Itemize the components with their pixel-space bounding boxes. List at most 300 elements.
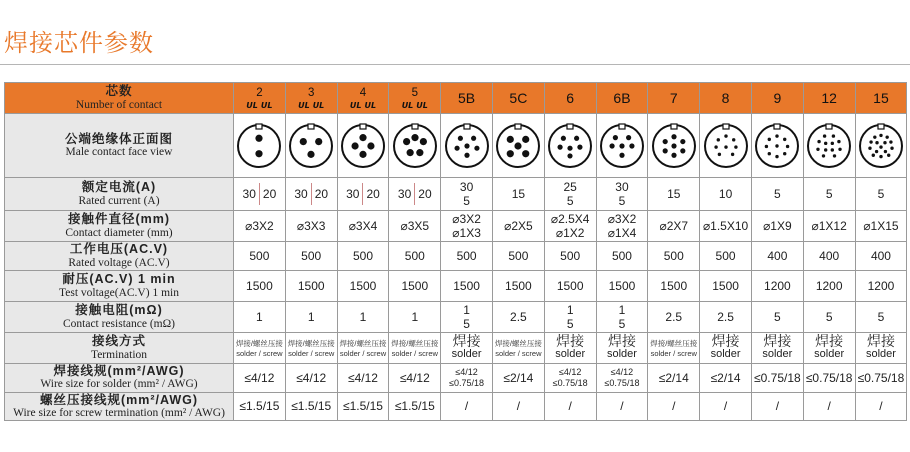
test-voltage-value: 1500 bbox=[660, 279, 688, 293]
cell-line: ≤4/12 bbox=[348, 370, 378, 385]
cell-wire_solder-5 bbox=[389, 364, 441, 393]
cell-test-15 bbox=[855, 271, 907, 302]
screw-wire-value: ≤1.5/15 bbox=[394, 399, 435, 414]
contact-count: 5 bbox=[411, 86, 418, 99]
ul-mark-icon: UL bbox=[298, 100, 310, 110]
row-label-zh: 耐压(AC.V) 1 min bbox=[62, 272, 176, 287]
cell-wire_solder-8 bbox=[700, 364, 752, 393]
cell-termination-6B bbox=[596, 333, 648, 364]
termination-en: solder bbox=[606, 348, 637, 360]
cell-line: ⌀1X2 bbox=[555, 226, 585, 240]
contact-pin bbox=[464, 152, 469, 157]
cell-line: ⌀3X3 bbox=[296, 219, 326, 233]
voltage-value: 400 bbox=[767, 249, 788, 263]
cell-wire_screw-6B bbox=[596, 392, 648, 421]
cell-current-6B bbox=[596, 178, 648, 211]
cell-wire_solder-5C bbox=[492, 364, 544, 393]
row-label-en: Contact diameter (mm) bbox=[65, 226, 173, 239]
row-termination bbox=[5, 333, 907, 364]
cell-line: ≤0.75/18 bbox=[857, 370, 905, 385]
row-header bbox=[5, 83, 907, 114]
cell-test-4 bbox=[337, 271, 389, 302]
cell-diameter-5C bbox=[492, 211, 544, 242]
test-voltage-value: 1500 bbox=[349, 279, 377, 293]
cell-voltage-9 bbox=[751, 242, 803, 271]
cell-resistance-3 bbox=[285, 302, 337, 333]
current-value: 20 bbox=[418, 187, 432, 201]
cell-voltage-5B bbox=[441, 242, 493, 271]
ul-mark-icon: UL bbox=[349, 100, 362, 110]
contact-pin bbox=[403, 137, 410, 144]
cell-test-5 bbox=[389, 271, 441, 302]
cell-voltage-8 bbox=[700, 242, 752, 271]
termination-en: solder / screw bbox=[391, 349, 438, 358]
contact-pin bbox=[411, 134, 418, 141]
contact-pin bbox=[359, 150, 366, 157]
contact-pin bbox=[507, 135, 514, 142]
cell-resistance-8 bbox=[700, 302, 752, 333]
cell-line: 1 bbox=[566, 303, 574, 317]
cell-face-15 bbox=[855, 114, 907, 178]
termination-zh: 焊接 bbox=[866, 333, 895, 349]
cell-current-2 bbox=[234, 178, 286, 211]
connector-face-diagram bbox=[858, 123, 904, 169]
row-label-zh: 焊接线规(mm²/AWG) bbox=[53, 364, 185, 378]
cell-header-6B bbox=[596, 83, 648, 114]
cell-line: 2.5 bbox=[665, 310, 683, 324]
voltage-value: 500 bbox=[301, 249, 322, 263]
test-voltage-value: 1500 bbox=[453, 279, 480, 293]
cell-line: ⌀3X2 bbox=[452, 212, 481, 226]
cell-wire_solder-3 bbox=[285, 364, 337, 393]
contact-pin bbox=[522, 135, 529, 142]
termination-zh: 焊接 bbox=[607, 333, 636, 349]
row-label-en: Contact resistance (mΩ) bbox=[62, 317, 175, 330]
test-voltage-value: 1500 bbox=[712, 279, 739, 293]
contact-pin bbox=[457, 135, 462, 140]
current-value: 30 bbox=[346, 187, 360, 201]
row-resistance bbox=[5, 302, 907, 333]
cell-wire_screw-5 bbox=[389, 392, 441, 421]
cell-current-5B bbox=[441, 178, 493, 211]
row-label-zh: 工作电压(AC.V) bbox=[69, 242, 169, 257]
cell-line: 1 bbox=[411, 310, 419, 324]
key-notch bbox=[515, 124, 521, 129]
contact-pin bbox=[716, 138, 719, 141]
cell-line: 1 bbox=[256, 310, 263, 324]
cell-line: ⌀1X3 bbox=[452, 226, 481, 240]
cell-test-8 bbox=[700, 271, 752, 302]
contact-pin bbox=[629, 143, 634, 148]
cell-face-8 bbox=[700, 114, 752, 178]
cell-resistance-7 bbox=[648, 302, 700, 333]
contact-pin bbox=[824, 148, 827, 151]
row-label-zh: 公端绝缘体正面图 bbox=[64, 131, 173, 146]
cell-face-2 bbox=[234, 114, 286, 178]
cell-resistance-5B bbox=[441, 302, 493, 333]
cell-diameter-8 bbox=[700, 211, 752, 242]
cell-face-5B bbox=[441, 114, 493, 178]
cell-voltage-15 bbox=[855, 242, 907, 271]
cell-header-3 bbox=[285, 83, 337, 114]
contact-pin bbox=[822, 154, 825, 157]
contact-pin bbox=[561, 135, 566, 140]
contact-pin bbox=[832, 134, 835, 137]
cell-header-5 bbox=[389, 83, 441, 114]
cell-line: 5 bbox=[877, 187, 885, 201]
ul-badges bbox=[234, 101, 285, 110]
contact-pin bbox=[662, 138, 667, 143]
cell-termination-9 bbox=[751, 333, 803, 364]
cell-line: ≤4/12 bbox=[558, 366, 582, 377]
row-test bbox=[5, 271, 907, 302]
cell-wire_solder-5B bbox=[441, 364, 493, 393]
contact-pin bbox=[680, 148, 685, 153]
cell-header-15 bbox=[855, 83, 907, 114]
cell-face-5 bbox=[389, 114, 441, 178]
cell-diameter-5B bbox=[441, 211, 493, 242]
termination-en: solder / screw bbox=[339, 349, 387, 358]
connector-face-diagram bbox=[288, 123, 334, 169]
termination-en: solder bbox=[555, 348, 586, 360]
row-label-zh: 接触件直径(mm) bbox=[67, 212, 171, 227]
connector-face-diagram bbox=[806, 123, 852, 169]
cell-line: ≤0.75/18 bbox=[805, 370, 853, 385]
cell-line: ⌀3X4 bbox=[348, 219, 378, 233]
cell-face-7 bbox=[648, 114, 700, 178]
cell-line: 5 bbox=[566, 194, 574, 208]
cell-line: ⌀2.5X4 bbox=[550, 212, 590, 226]
cell-line: ≤0.75/18 bbox=[754, 370, 801, 385]
cell-line: ≤4/12 bbox=[296, 370, 327, 385]
key-notch bbox=[256, 124, 262, 129]
cell-line: ≤4/12 bbox=[610, 366, 634, 377]
cell-line: 5 bbox=[618, 317, 626, 331]
contact-pin bbox=[831, 141, 834, 144]
contact-pin bbox=[577, 144, 582, 149]
row-label-header bbox=[5, 83, 234, 114]
row-label-diameter bbox=[5, 211, 234, 242]
contact-pin bbox=[416, 149, 423, 156]
test-voltage-value: 1500 bbox=[608, 279, 636, 293]
cell-voltage-6B bbox=[596, 242, 648, 271]
termination-en: solder bbox=[762, 348, 793, 360]
contact-pin bbox=[662, 148, 667, 153]
cell-test-6B bbox=[596, 271, 648, 302]
contact-pin bbox=[671, 143, 676, 148]
contact-pin bbox=[671, 152, 676, 157]
contact-pin bbox=[568, 145, 573, 150]
contact-pin bbox=[732, 138, 735, 141]
cell-line: ⌀1X12 bbox=[811, 219, 847, 233]
cell-current-6 bbox=[544, 178, 596, 211]
termination-en: solder bbox=[865, 348, 896, 360]
cell-line: ⌀1.5X10 bbox=[702, 219, 749, 233]
cell-resistance-15 bbox=[855, 302, 907, 333]
cell-header-5C bbox=[492, 83, 544, 114]
cell-line: 30 bbox=[615, 180, 629, 194]
row-voltage bbox=[5, 242, 907, 271]
cell-line: ⌀2X5 bbox=[504, 219, 533, 233]
key-notch bbox=[412, 124, 418, 129]
termination-zh: 焊接 bbox=[815, 333, 844, 349]
cell-voltage-2 bbox=[234, 242, 286, 271]
row-label-zh: 接线方式 bbox=[91, 334, 146, 349]
contact-pin bbox=[883, 140, 886, 143]
cell-face-4 bbox=[337, 114, 389, 178]
cell-line: 5 bbox=[463, 317, 470, 331]
contact-pin bbox=[786, 144, 789, 147]
contact-pin bbox=[406, 149, 413, 156]
contact-pin bbox=[568, 153, 573, 158]
row-label-en: Male contact face view bbox=[65, 146, 173, 159]
cell-test-9 bbox=[751, 271, 803, 302]
cell-header-6 bbox=[544, 83, 596, 114]
cell-wire_screw-9 bbox=[751, 392, 803, 421]
row-label-zh: 接触电阻(mΩ) bbox=[75, 303, 163, 318]
contact-pin bbox=[879, 145, 882, 148]
test-voltage-value: 1200 bbox=[764, 279, 791, 293]
contact-pin bbox=[889, 140, 892, 143]
cell-voltage-7 bbox=[648, 242, 700, 271]
cell-line: ≤2/14 bbox=[710, 370, 741, 385]
row-diameter bbox=[5, 211, 907, 242]
cell-wire_screw-2 bbox=[234, 392, 286, 421]
contact-pin bbox=[619, 143, 624, 148]
screw-wire-value: ≤1.5/15 bbox=[343, 399, 383, 414]
cell-wire_screw-5B bbox=[441, 392, 493, 421]
test-voltage-value: 1500 bbox=[505, 279, 532, 293]
key-notch bbox=[619, 124, 625, 129]
row-label-en: Wire size for screw termination (mm² / AWG) bbox=[13, 406, 225, 419]
cell-current-7 bbox=[648, 178, 700, 211]
cell-line: 25 bbox=[563, 180, 577, 194]
cell-face-6B bbox=[596, 114, 648, 178]
contact-pin bbox=[783, 152, 786, 155]
current-value: 30 bbox=[294, 187, 308, 201]
termination-zh: 焊接 bbox=[556, 333, 585, 349]
cell-face-9 bbox=[751, 114, 803, 178]
contact-pin bbox=[734, 145, 737, 148]
cell-wire_solder-2 bbox=[234, 364, 286, 393]
cell-test-5C bbox=[492, 271, 544, 302]
ul-mark-icon: UL bbox=[401, 100, 414, 110]
voltage-value: 500 bbox=[249, 249, 270, 263]
cell-line: 1 bbox=[359, 310, 367, 324]
contact-pin bbox=[671, 134, 676, 139]
contact-pin bbox=[300, 137, 307, 144]
cell-line: 30 bbox=[459, 180, 474, 194]
key-notch bbox=[878, 124, 884, 129]
termination-zh: 焊接/螺丝压接 bbox=[287, 339, 335, 348]
screw-wire-value: / bbox=[827, 399, 831, 414]
row-label-en: Test voltage(AC.V) 1 min bbox=[59, 286, 179, 299]
contact-pin bbox=[768, 137, 771, 140]
contact-pin bbox=[776, 144, 779, 147]
cell-termination-6 bbox=[544, 333, 596, 364]
cell-diameter-7 bbox=[648, 211, 700, 242]
cell-line: ⌀1X15 bbox=[863, 219, 899, 233]
cell-line: 5 bbox=[463, 194, 470, 208]
contact-pin bbox=[833, 154, 836, 157]
key-notch bbox=[826, 124, 832, 129]
connector-face-diagram bbox=[651, 123, 697, 169]
cell-test-5B bbox=[441, 271, 493, 302]
contact-pin bbox=[351, 142, 358, 149]
row-label-wire_screw bbox=[5, 392, 234, 421]
contact-pin bbox=[776, 134, 779, 137]
voltage-value: 500 bbox=[663, 249, 684, 263]
screw-wire-value: / bbox=[775, 399, 780, 414]
cell-voltage-5C bbox=[492, 242, 544, 271]
cell-wire_screw-3 bbox=[285, 392, 337, 421]
cell-line: ≤2/14 bbox=[658, 370, 689, 385]
insulator-outline bbox=[808, 125, 850, 167]
cell-face-12 bbox=[803, 114, 855, 178]
voltage-value: 500 bbox=[404, 249, 425, 263]
cell-line: 10 bbox=[718, 187, 733, 201]
cell-line: 1 bbox=[307, 310, 315, 324]
row-label-current bbox=[5, 178, 234, 211]
connector-face-diagram bbox=[340, 123, 386, 169]
connector-face-diagram bbox=[236, 123, 282, 169]
cell-wire_solder-15 bbox=[855, 364, 907, 393]
contact-pin bbox=[875, 140, 878, 143]
voltage-value: 500 bbox=[560, 249, 581, 263]
contact-pin bbox=[717, 152, 720, 155]
cell-diameter-12 bbox=[803, 211, 855, 242]
cell-line: 2.5 bbox=[510, 310, 527, 324]
cell-line: 5 bbox=[877, 310, 885, 324]
key-notch bbox=[464, 124, 470, 129]
ul-mark-icon: UL bbox=[416, 100, 428, 110]
termination-zh: 焊接/螺丝压接 bbox=[391, 339, 439, 348]
cell-line: 2.5 bbox=[717, 310, 734, 324]
key-notch bbox=[671, 124, 677, 129]
row-label-zh: 额定电流(A) bbox=[81, 180, 157, 195]
contact-pin bbox=[776, 154, 779, 157]
contact-pin bbox=[367, 142, 374, 149]
cell-line: ⌀3X2 bbox=[245, 219, 274, 233]
termination-en: solder / screw bbox=[236, 349, 283, 358]
cell-test-6 bbox=[544, 271, 596, 302]
cell-wire_solder-6 bbox=[544, 364, 596, 393]
contact-pin bbox=[574, 135, 579, 140]
voltage-value: 500 bbox=[456, 249, 477, 263]
termination-zh: 焊接/螺丝压接 bbox=[235, 339, 283, 348]
row-label-test bbox=[5, 271, 234, 302]
cell-current-4 bbox=[337, 178, 389, 211]
termination-zh: 焊接/螺丝压接 bbox=[650, 339, 698, 348]
contact-pin bbox=[875, 149, 878, 152]
cell-resistance-12 bbox=[803, 302, 855, 333]
termination-zh: 焊接/螺丝压接 bbox=[339, 339, 387, 348]
row-wire_screw bbox=[5, 392, 907, 421]
contact-pin bbox=[724, 134, 727, 137]
contact-pin bbox=[890, 146, 893, 149]
row-label-zh: 螺丝压接线规(mm²/AWG) bbox=[39, 392, 199, 407]
voltage-value: 500 bbox=[508, 249, 529, 263]
key-notch bbox=[360, 124, 366, 129]
cell-line: 15 bbox=[511, 187, 526, 201]
insulator-outline bbox=[290, 125, 332, 167]
termination-en: solder / screw bbox=[495, 349, 542, 358]
insulator-outline bbox=[238, 125, 280, 167]
contact-pin bbox=[558, 144, 563, 149]
row-label-resistance bbox=[5, 302, 234, 333]
cell-current-15 bbox=[855, 178, 907, 211]
cell-test-12 bbox=[803, 271, 855, 302]
voltage-value: 500 bbox=[352, 249, 373, 263]
cell-termination-8 bbox=[700, 333, 752, 364]
cell-current-5 bbox=[389, 178, 441, 211]
contact-count: 4 bbox=[359, 86, 367, 99]
voltage-value: 500 bbox=[611, 249, 632, 263]
contact-pin bbox=[613, 135, 618, 140]
cell-voltage-3 bbox=[285, 242, 337, 271]
cell-diameter-2 bbox=[234, 211, 286, 242]
cell-diameter-6 bbox=[544, 211, 596, 242]
cell-current-8 bbox=[700, 178, 752, 211]
cell-termination-7 bbox=[648, 333, 700, 364]
cell-wire_solder-7 bbox=[648, 364, 700, 393]
cell-line: ⌀1X9 bbox=[763, 219, 792, 233]
cell-current-5C bbox=[492, 178, 544, 211]
cell-resistance-5C bbox=[492, 302, 544, 333]
termination-en: solder / screw bbox=[650, 349, 697, 358]
contact-pin bbox=[873, 135, 876, 138]
connector-face-diagram bbox=[495, 123, 541, 169]
contact-pin bbox=[816, 147, 819, 150]
screw-wire-value: ≤1.5/15 bbox=[291, 399, 332, 414]
row-label-termination bbox=[5, 333, 234, 364]
contact-pin bbox=[609, 143, 614, 148]
cell-wire_screw-5C bbox=[492, 392, 544, 421]
contact-pin bbox=[454, 145, 459, 150]
contact-pin bbox=[256, 134, 263, 141]
termination-zh: 焊接 bbox=[711, 333, 740, 349]
row-label-en: Wire size for solder (mm² / AWG) bbox=[40, 378, 198, 391]
cell-face-3 bbox=[285, 114, 337, 178]
contact-pin bbox=[768, 152, 771, 155]
cell-header-4 bbox=[337, 83, 389, 114]
cell-line: 1 bbox=[463, 303, 470, 317]
cell-test-7 bbox=[648, 271, 700, 302]
contact-pin bbox=[474, 145, 479, 150]
cell-line: ⌀3X2 bbox=[607, 212, 637, 226]
cell-termination-15 bbox=[855, 333, 907, 364]
test-voltage-value: 1200 bbox=[815, 279, 843, 293]
cell-diameter-9 bbox=[751, 211, 803, 242]
cell-face-5C bbox=[492, 114, 544, 178]
cell-voltage-4 bbox=[337, 242, 389, 271]
contact-pin bbox=[714, 145, 717, 148]
contact-pin bbox=[838, 147, 841, 150]
cell-wire_screw-4 bbox=[337, 392, 389, 421]
voltage-value: 400 bbox=[870, 249, 891, 263]
cell-header-7 bbox=[648, 83, 700, 114]
contact-pin bbox=[315, 137, 322, 144]
cell-diameter-3 bbox=[285, 211, 337, 242]
cell-line: ≤4/12 bbox=[455, 366, 478, 377]
connector-face-diagram bbox=[703, 123, 749, 169]
contact-count: 9 bbox=[773, 90, 782, 106]
cell-resistance-9 bbox=[751, 302, 803, 333]
contact-pin bbox=[885, 135, 888, 138]
termination-zh: 焊接/螺丝压接 bbox=[494, 339, 542, 348]
ul-badges bbox=[389, 101, 440, 110]
contact-pin bbox=[823, 134, 826, 137]
